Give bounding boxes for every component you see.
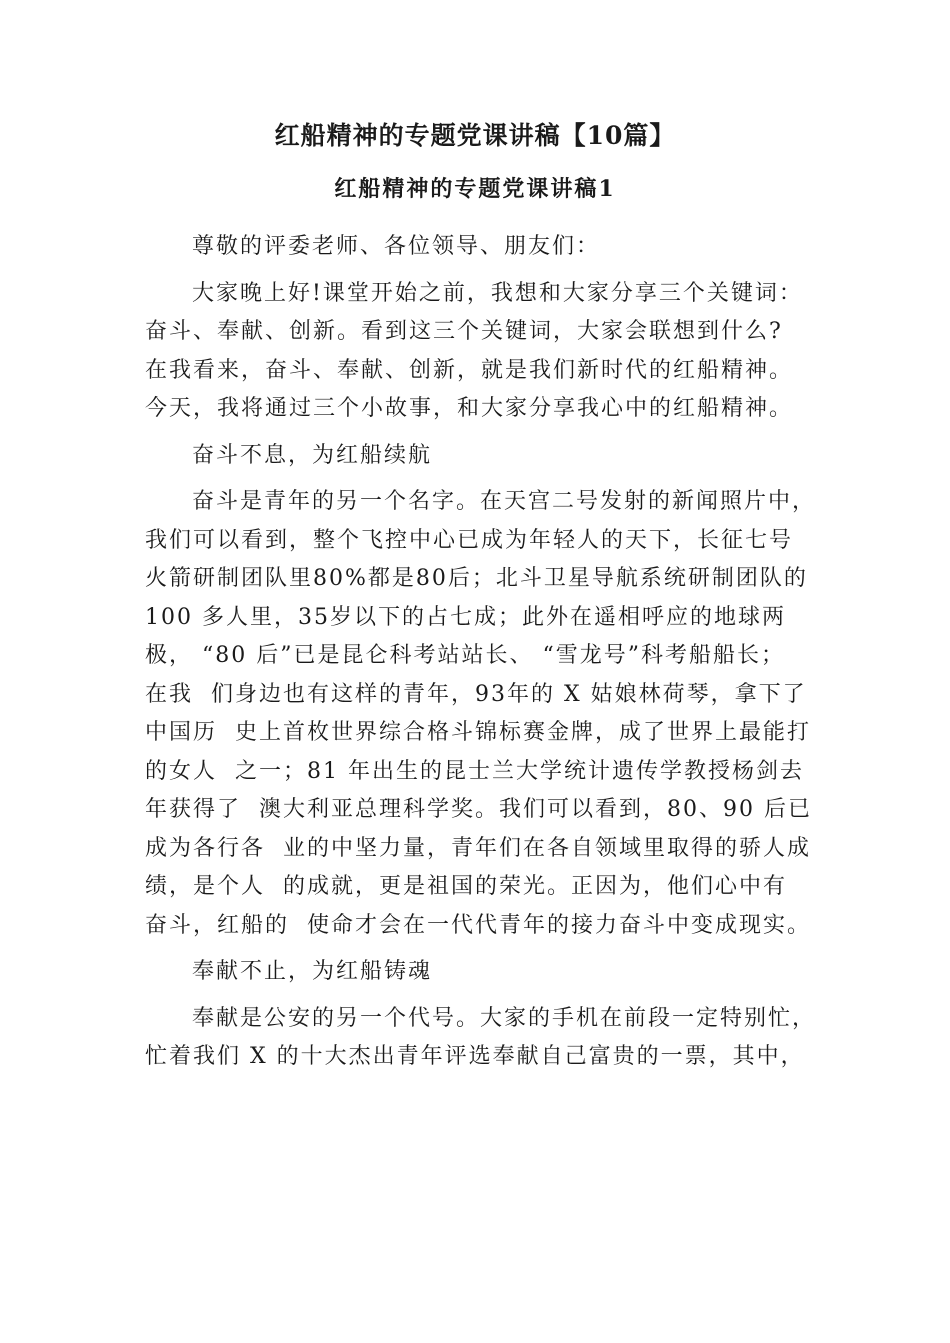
paragraph-line: 今天，我将通过三个小故事，和大家分享我心中的红船精神。 bbox=[145, 396, 794, 421]
paragraph-line: 奋斗，红船的 使命才会在一代代青年的接力奋斗中变成现实。 bbox=[145, 912, 811, 938]
paragraph-line: 100 多人里，35岁以下的占七成；此外在遥相呼应的地球两 bbox=[145, 604, 786, 630]
paragraph-line: 极， “80 后”已是昆仑科考站站长、 “雪龙号”科考船船长； bbox=[145, 643, 785, 668]
section-heading: 奉献不止，为红船铸魂 bbox=[192, 959, 433, 984]
greeting-line: 尊敬的评委老师、各位领导、朋友们： bbox=[192, 234, 601, 259]
document-title: 红船精神的专题党课讲稿【10篇】 bbox=[274, 121, 676, 150]
document-body bbox=[145, 228, 835, 1077]
paragraph-line: 奋斗、奉献、创新。看到这三个关键词，大家会联想到什么? bbox=[145, 319, 783, 344]
paragraph-line: 的女人 之一；81 年出生的昆士兰大学统计遗传学教授杨剑去 bbox=[145, 758, 804, 784]
paragraph-line: 火箭研制团队里80%都是80后；北斗卫星导航系统研制团队的 bbox=[145, 566, 808, 591]
paragraph-line: 年获得了 澳大利亚总理科学奖。我们可以看到，80、90 后已 bbox=[145, 797, 812, 822]
paragraph-line: 中国历 史上首枚世界综合格斗锦标赛金牌，成了世界上最能打 bbox=[145, 720, 811, 745]
section-heading: 奋斗不息，为红船续航 bbox=[192, 442, 433, 468]
paragraph-line: 在我 们身边也有这样的青年，93年的 X 姑娘林荷琴，拿下了 bbox=[145, 681, 807, 707]
paragraph-line: 大家晚上好!课堂开始之前，我想和大家分享三个关键词： bbox=[192, 280, 803, 306]
paragraph-line: 成为各行各 业的中坚力量，青年们在各自领域里取得的骄人成 bbox=[145, 835, 811, 861]
paragraph-line: 奉献是公安的另一个代号。大家的手机在前段一定特别忙， bbox=[192, 1005, 817, 1031]
paragraph-line: 在我看来，奋斗、奉献、创新，就是我们新时代的红船精神。 bbox=[145, 357, 794, 383]
paragraph-line: 忙着我们 X 的十大杰出青年评选奉献自己富贵的一票，其中， bbox=[145, 1044, 805, 1069]
paragraph-line: 绩，是个人 的成就，更是祖国的荣光。正因为，他们心中有 bbox=[145, 874, 787, 899]
document-subtitle: 红船精神的专题党课讲稿1 bbox=[334, 176, 616, 202]
paragraph-line: 我们可以看到，整个飞控中心已成为年轻人的天下，长征七号 bbox=[145, 527, 794, 553]
paragraph-line: 奋斗是青年的另一个名字。在天宫二号发射的新闻照片中， bbox=[192, 489, 817, 514]
